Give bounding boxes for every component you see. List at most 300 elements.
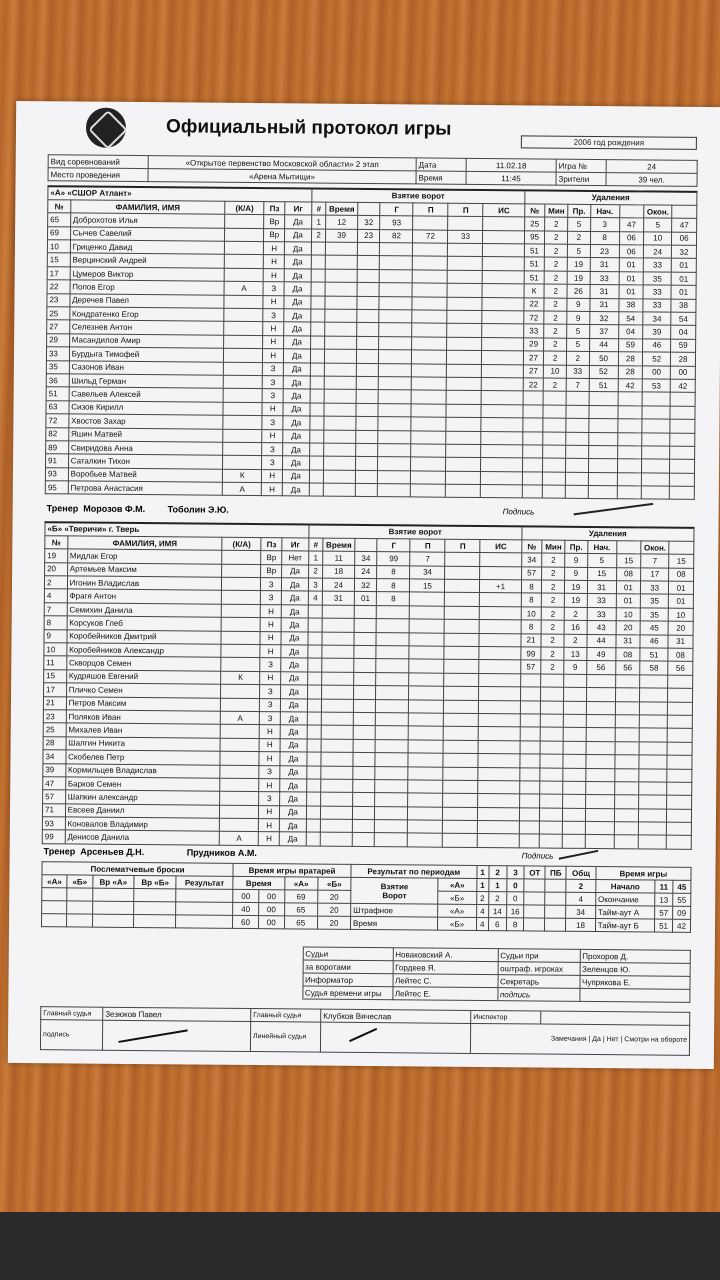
gk-cell-1: 00: [258, 903, 284, 916]
penalty-cell-2: [563, 768, 586, 782]
period-a-goal-5: [545, 879, 566, 892]
goal-num: [308, 658, 323, 672]
goal-scorer: 8: [377, 565, 410, 579]
penalty-cell-6: [668, 702, 693, 716]
goal-assist1: [408, 833, 443, 847]
goal-sec: [353, 753, 376, 767]
penalty-cell-5: [638, 835, 666, 849]
goal-situation: [483, 284, 524, 298]
goal-num: [309, 456, 324, 470]
goal-assist1: 7: [410, 552, 445, 566]
penalty-cell-6: 20: [668, 621, 693, 635]
see-back: Смотри на обороте: [624, 1036, 688, 1044]
penalty-cell-3: 44: [589, 338, 618, 352]
goal-sec: [354, 645, 377, 659]
player-role: А: [221, 711, 260, 725]
goal-num: [310, 349, 325, 363]
shoot-cell: [67, 888, 92, 901]
goal-situation: [482, 337, 523, 351]
pen-lbl: Время: [351, 916, 438, 930]
penalty-cell-4: [614, 755, 639, 769]
penalty-cell-1: [540, 768, 563, 782]
player-name: Сизов Кирилл: [69, 401, 224, 416]
goal-assist2: [444, 727, 479, 741]
penalty-cell-2: 2: [564, 607, 587, 621]
penalty-cell-0: [522, 485, 543, 499]
competition: «Открытое первенство Московской области» 2 этап: [148, 156, 416, 171]
penalty-cell-5: [640, 675, 668, 689]
team-a-col-6: Время: [326, 202, 358, 216]
shoot-cell: [42, 888, 67, 901]
time-row2-0: Тайм-аут А: [595, 906, 654, 920]
player-role: [221, 617, 260, 631]
inspector-label: Инспектор: [471, 1010, 541, 1024]
team-a-goals-header: Взятие ворот: [312, 189, 525, 204]
team-b-col-1: ФАМИЛИЯ, ИМЯ: [67, 536, 222, 551]
goal-situation: [483, 270, 524, 284]
player-name: Скобелев Петр: [66, 750, 221, 765]
coach-label: Тренер: [46, 503, 79, 514]
coach-label-b: Тренер: [43, 846, 76, 857]
goal-sec: [356, 376, 379, 390]
penalty-cell-6: [667, 795, 692, 809]
goal-scorer: 99: [377, 552, 410, 566]
team-b-col-18: [669, 541, 694, 555]
penalty-cell-5: 35: [640, 608, 668, 622]
goal-assist2: [447, 391, 482, 405]
goal-sec: [352, 806, 375, 820]
period-row1-1: 2: [476, 891, 488, 904]
penalty-cell-4: 01: [619, 285, 644, 299]
goal-scorer: 82: [380, 229, 413, 243]
team-b-col-15: Нач.: [587, 540, 616, 554]
goal-min: [324, 430, 356, 444]
player-position: Вр: [261, 564, 282, 578]
goal-sec: [353, 699, 376, 713]
penalty-cell-6: 01: [671, 285, 696, 299]
goal-num: [310, 430, 325, 444]
player-number: 36: [46, 374, 69, 388]
goal-assist2: [443, 767, 478, 781]
goal-scorer: [376, 699, 409, 713]
penalty-cell-2: [563, 741, 586, 755]
informer: Лейтес С.: [392, 974, 497, 988]
player-name: Коробейников Александр: [67, 643, 222, 658]
penalty-cell-0: [520, 754, 541, 768]
goal-min: [322, 632, 354, 646]
penalty-cell-0: [520, 687, 541, 701]
remarks-yes: Да: [592, 1036, 601, 1044]
goal-sec: 24: [354, 565, 377, 579]
penalty-cell-4: 56: [615, 661, 640, 675]
goal-situation: [480, 566, 521, 580]
gk-cell-0: 60: [233, 915, 259, 928]
player-played: Да: [281, 685, 308, 699]
goal-assist1: [408, 766, 443, 780]
penalty-cell-4: 04: [618, 325, 643, 339]
referees-table: Главный судья Зезюков Павел Главный судья Клубков Вячеслав Инспектор подпись Линейный судья Замечания | Да | Нет | Смотри на обороте: [40, 1006, 690, 1056]
team-b-col-7: [355, 538, 378, 552]
penalty-cell-6: [667, 755, 692, 769]
penalty-cell-4: [614, 768, 639, 782]
goal-assist2: [446, 471, 481, 485]
player-name: Селезнев Антон: [69, 320, 224, 335]
player-position: З: [263, 282, 284, 296]
player-role: [221, 684, 260, 698]
goal-assist1: [408, 753, 443, 767]
goal-assist1: [412, 310, 447, 324]
goal-min: 18: [323, 565, 355, 579]
player-played: Нет: [282, 551, 309, 565]
player-position: Н: [261, 604, 282, 618]
penalty-cell-5: 46: [643, 339, 671, 353]
goal-sec: 32: [357, 216, 380, 230]
penalty-cell-6: 42: [670, 379, 695, 393]
goal-assist1: [411, 444, 446, 458]
goal-sec: 01: [354, 592, 377, 606]
time-row3-0: Тайм-аут Б: [595, 919, 654, 933]
goal-situation: [483, 244, 524, 258]
goal-num: [311, 242, 326, 256]
penalty-cell-6: 08: [668, 648, 693, 662]
penalty-cell-5: 10: [644, 232, 672, 246]
goal-assist2: [446, 444, 481, 458]
player-role: [220, 738, 259, 752]
team-b-col-5: #: [309, 538, 324, 552]
goal-assist1: [409, 686, 444, 700]
goal-situation: [480, 593, 521, 607]
goal-min: [320, 833, 352, 847]
penalty-cell-1: 2: [544, 271, 567, 285]
player-name: Деречев Павел: [70, 294, 225, 309]
player-number: 57: [43, 790, 66, 804]
penalty-cell-0: [519, 794, 540, 808]
penalty-cell-5: 53: [642, 379, 670, 393]
line-ref-label: Линейный судья: [250, 1022, 320, 1053]
penalty-cell-6: 01: [669, 581, 694, 595]
penalty-cell-1: 2: [542, 607, 565, 621]
player-number: 11: [44, 656, 67, 670]
goal-assist1: [411, 430, 446, 444]
goal-min: 31: [323, 592, 355, 606]
gk-cell-0: 40: [233, 902, 259, 915]
period-row1-2: 2: [488, 892, 506, 905]
main-ref: Клубков Вячеслав: [321, 1009, 471, 1023]
player-name: Шильд Герман: [69, 374, 224, 389]
goal-sec: [356, 417, 379, 431]
player-number: 27: [47, 320, 70, 334]
penalty-cell-1: [540, 754, 563, 768]
player-number: 20: [45, 562, 68, 576]
game-number: 24: [606, 160, 697, 174]
penalty-cell-2: [562, 821, 585, 835]
goal-scorer: [378, 430, 411, 444]
penalty-cell-3: 32: [589, 311, 618, 325]
team-b-coach2: Прудников А.М.: [186, 847, 258, 859]
penalty-cell-5: 46: [640, 635, 668, 649]
player-played: Да: [284, 242, 311, 256]
penalty-cell-0: 8: [521, 593, 542, 607]
player-number: 93: [42, 817, 65, 831]
penalty-cell-6: 32: [672, 245, 697, 259]
player-position: Н: [259, 805, 280, 819]
team-a-sign-label: Подпись: [502, 507, 535, 517]
goal-num: [307, 712, 322, 726]
remarks-no: Нет: [606, 1036, 619, 1044]
penalty-cell-4: [615, 674, 640, 688]
goal-scorer: [376, 659, 409, 673]
goal-scorer: [379, 310, 412, 324]
penalty-cell-3: [589, 392, 618, 406]
player-number: 9: [44, 629, 67, 643]
penalty-cell-2: 7: [566, 378, 589, 392]
goal-num: 1: [311, 215, 326, 229]
player-number: 82: [46, 427, 69, 441]
venue: «Арена Мытищи»: [148, 169, 416, 184]
player-role: А: [219, 832, 258, 846]
goal-num: [308, 632, 323, 646]
time-row1-0: Окончание: [595, 893, 654, 907]
goal-min: [324, 376, 356, 390]
time-label: Время игры: [596, 867, 691, 881]
penalty-cell-2: [565, 485, 588, 499]
goal-assist1: [408, 820, 443, 834]
goal-assist1: [412, 390, 447, 404]
penalty-cell-0: 57: [521, 567, 542, 581]
player-number: 23: [43, 710, 66, 724]
goal-sec: [353, 712, 376, 726]
goal-min: [322, 645, 354, 659]
player-played: Да: [281, 631, 308, 645]
player-name: Пличко Семен: [66, 683, 221, 698]
penalty-cell-4: 06: [619, 231, 644, 245]
goal-assist2: [445, 606, 480, 620]
goal-scorer: [380, 256, 413, 270]
team-a-col-18: [672, 205, 697, 219]
pen-lbl: Штрафное: [351, 903, 438, 917]
goal-scorer: [375, 793, 408, 807]
player-played: Да: [284, 309, 311, 323]
team-a-col-3: Пз: [264, 201, 285, 215]
player-name: Шапкин александр: [65, 790, 220, 805]
penalty-cell-2: [563, 728, 586, 742]
goal-num: [308, 645, 323, 659]
player-played: Да: [283, 376, 310, 390]
penalty-cell-5: 35: [641, 594, 669, 608]
shootout-label: Послематчевые броски: [42, 862, 233, 877]
player-role: [224, 322, 263, 336]
goal-num: [309, 483, 324, 497]
penalty-cell-2: [566, 392, 589, 406]
time-row2-2: 09: [673, 906, 691, 919]
goal-scorer: [375, 833, 408, 847]
goal-assist1: [409, 646, 444, 660]
goal-situation: [479, 713, 520, 727]
player-name: Евсеев Даниил: [65, 804, 220, 819]
goal-sec: [354, 605, 377, 619]
player-role: [223, 402, 262, 416]
goal-assist1: [413, 256, 448, 270]
team-a-pen-header: Удаления: [525, 190, 697, 205]
goal-sec: 32: [354, 578, 377, 592]
penalty-cell-6: [666, 836, 691, 850]
player-number: 71: [42, 803, 65, 817]
penalty-cell-2: [564, 674, 587, 688]
player-position: З: [260, 685, 281, 699]
goal-situation: +1: [480, 580, 521, 594]
time: 11:45: [466, 171, 556, 185]
gk-col-b: «Б»: [318, 877, 351, 890]
penalty-cell-5: [639, 755, 667, 769]
player-role: [223, 375, 262, 389]
player-position: Н: [259, 779, 280, 793]
penalty-cell-6: 47: [672, 218, 697, 232]
time-row3-2: 42: [672, 919, 690, 932]
team-b-coach-line: [44, 846, 257, 858]
period-a-goal-4: [524, 879, 545, 892]
player-played: Да: [281, 618, 308, 632]
goal-min: [322, 699, 354, 713]
penalty-cell-5: 45: [640, 621, 668, 635]
goal-scorer: [375, 739, 408, 753]
penalty-cell-2: [565, 472, 588, 486]
player-played: Да: [280, 725, 307, 739]
penalty-cell-6: 04: [671, 326, 696, 340]
time-row3-1: 51: [655, 919, 673, 932]
goal-situation: [481, 458, 522, 472]
goal-assist1: [408, 793, 443, 807]
goal-min: [321, 806, 353, 820]
player-name: Цумеров Виктор: [70, 267, 225, 282]
goal-scorer: [380, 269, 413, 283]
penalty-cell-4: 15: [616, 554, 641, 568]
protocol-sheet: [8, 101, 720, 1069]
goal-scorer: [375, 780, 408, 794]
goal-min: [324, 403, 356, 417]
goal-assist2: [447, 350, 482, 364]
penalty-cell-2: 9: [567, 298, 590, 312]
goal-assist1: [412, 363, 447, 377]
goal-sec: 23: [357, 229, 380, 243]
goal-sec: [357, 256, 380, 270]
goal-situation: [478, 794, 519, 808]
goal-num: [307, 752, 322, 766]
penalty-cell-2: 33: [566, 365, 589, 379]
penalty-cell-2: [566, 418, 589, 432]
goal-sec: [354, 659, 377, 673]
goal-sec: [355, 470, 378, 484]
player-name: Гриценко Давид: [70, 240, 225, 255]
player-role: [221, 698, 260, 712]
shoot-col-4: Результат: [176, 876, 233, 889]
shoot-cell: [134, 901, 176, 914]
goal-assist2: [443, 780, 478, 794]
club-logo: [86, 108, 126, 148]
penalty-cell-5: 33: [643, 299, 671, 313]
goal-scorer: [376, 672, 409, 686]
penalty-cell-4: 01: [619, 272, 644, 286]
player-role: [222, 577, 261, 591]
player-played: Да: [283, 456, 310, 470]
goal-scorer: 93: [380, 216, 413, 230]
chief-label: Главный судья: [41, 1007, 103, 1021]
penalty-cell-0: 22: [523, 378, 544, 392]
goal-min: [324, 470, 356, 484]
goal-num: [311, 322, 326, 336]
goal-num: [310, 336, 325, 350]
penalty-cell-6: 01: [671, 272, 696, 286]
period-row2-6: 34: [566, 905, 596, 918]
team-b-col-10: П: [445, 539, 480, 553]
team-a-col-4: Иг: [285, 202, 312, 216]
penalty-cell-4: [615, 741, 640, 755]
penalty-cell-5: 7: [641, 554, 669, 568]
penalty-cell-2: 5: [567, 244, 590, 258]
player-name: Кудряшов Евгений: [66, 670, 221, 685]
player-name: Корсуков Глеб: [67, 616, 222, 631]
player-name: Коновалов Владимир: [65, 817, 220, 832]
penalty-cell-2: [562, 808, 585, 822]
penalty-cell-1: [543, 391, 566, 405]
goal-situation: [483, 230, 524, 244]
player-role: К: [223, 469, 262, 483]
goal-min: 39: [326, 229, 358, 243]
penalty-cell-5: [642, 473, 670, 487]
penalty-cell-2: [566, 432, 589, 446]
player-role: [221, 604, 260, 618]
penalty-cell-3: 31: [590, 298, 619, 312]
player-name: Бурдыга Тимофей: [69, 347, 224, 362]
penalty-cell-1: 2: [541, 647, 564, 661]
penalty-cell-0: 8: [521, 580, 542, 594]
penalty-cell-5: [639, 782, 667, 796]
penalty-cell-0: 51: [524, 257, 545, 271]
penalty-cell-4: [614, 835, 639, 849]
goal-assist1: [409, 659, 444, 673]
player-position: З: [261, 578, 282, 592]
player-played: Да: [280, 752, 307, 766]
player-played: Да: [281, 672, 308, 686]
player-played: Да: [279, 819, 306, 833]
penalty-cell-5: 39: [643, 325, 671, 339]
penalty-cell-6: 08: [669, 568, 694, 582]
goal-assist2: [443, 794, 478, 808]
goal-situation: [479, 647, 520, 661]
penalty-cell-1: 2: [545, 231, 568, 245]
goal-scorer: [376, 632, 409, 646]
goal-scorer: [375, 806, 408, 820]
goal-sec: [352, 779, 375, 793]
penalty-cell-0: [519, 781, 540, 795]
goal-assist1: [412, 323, 447, 337]
time-row1-1: 13: [655, 893, 673, 906]
player-position: Н: [263, 295, 284, 309]
goal-num: [307, 779, 322, 793]
goal-sec: [353, 686, 376, 700]
goal-assist1: [411, 471, 446, 485]
player-played: Да: [280, 792, 307, 806]
penalty-cell-0: 22: [524, 297, 545, 311]
goal-num: [309, 443, 324, 457]
team-a-col-15: Нач.: [590, 204, 619, 218]
penalty-cell-2: 5: [567, 325, 590, 339]
shoot-cell: [134, 914, 176, 927]
goal-situation: [482, 324, 523, 338]
penalty-cell-2: 26: [567, 284, 590, 298]
goal-min: [326, 256, 358, 270]
penalty-cell-4: [617, 432, 642, 446]
time-row2-1: 57: [655, 906, 673, 919]
